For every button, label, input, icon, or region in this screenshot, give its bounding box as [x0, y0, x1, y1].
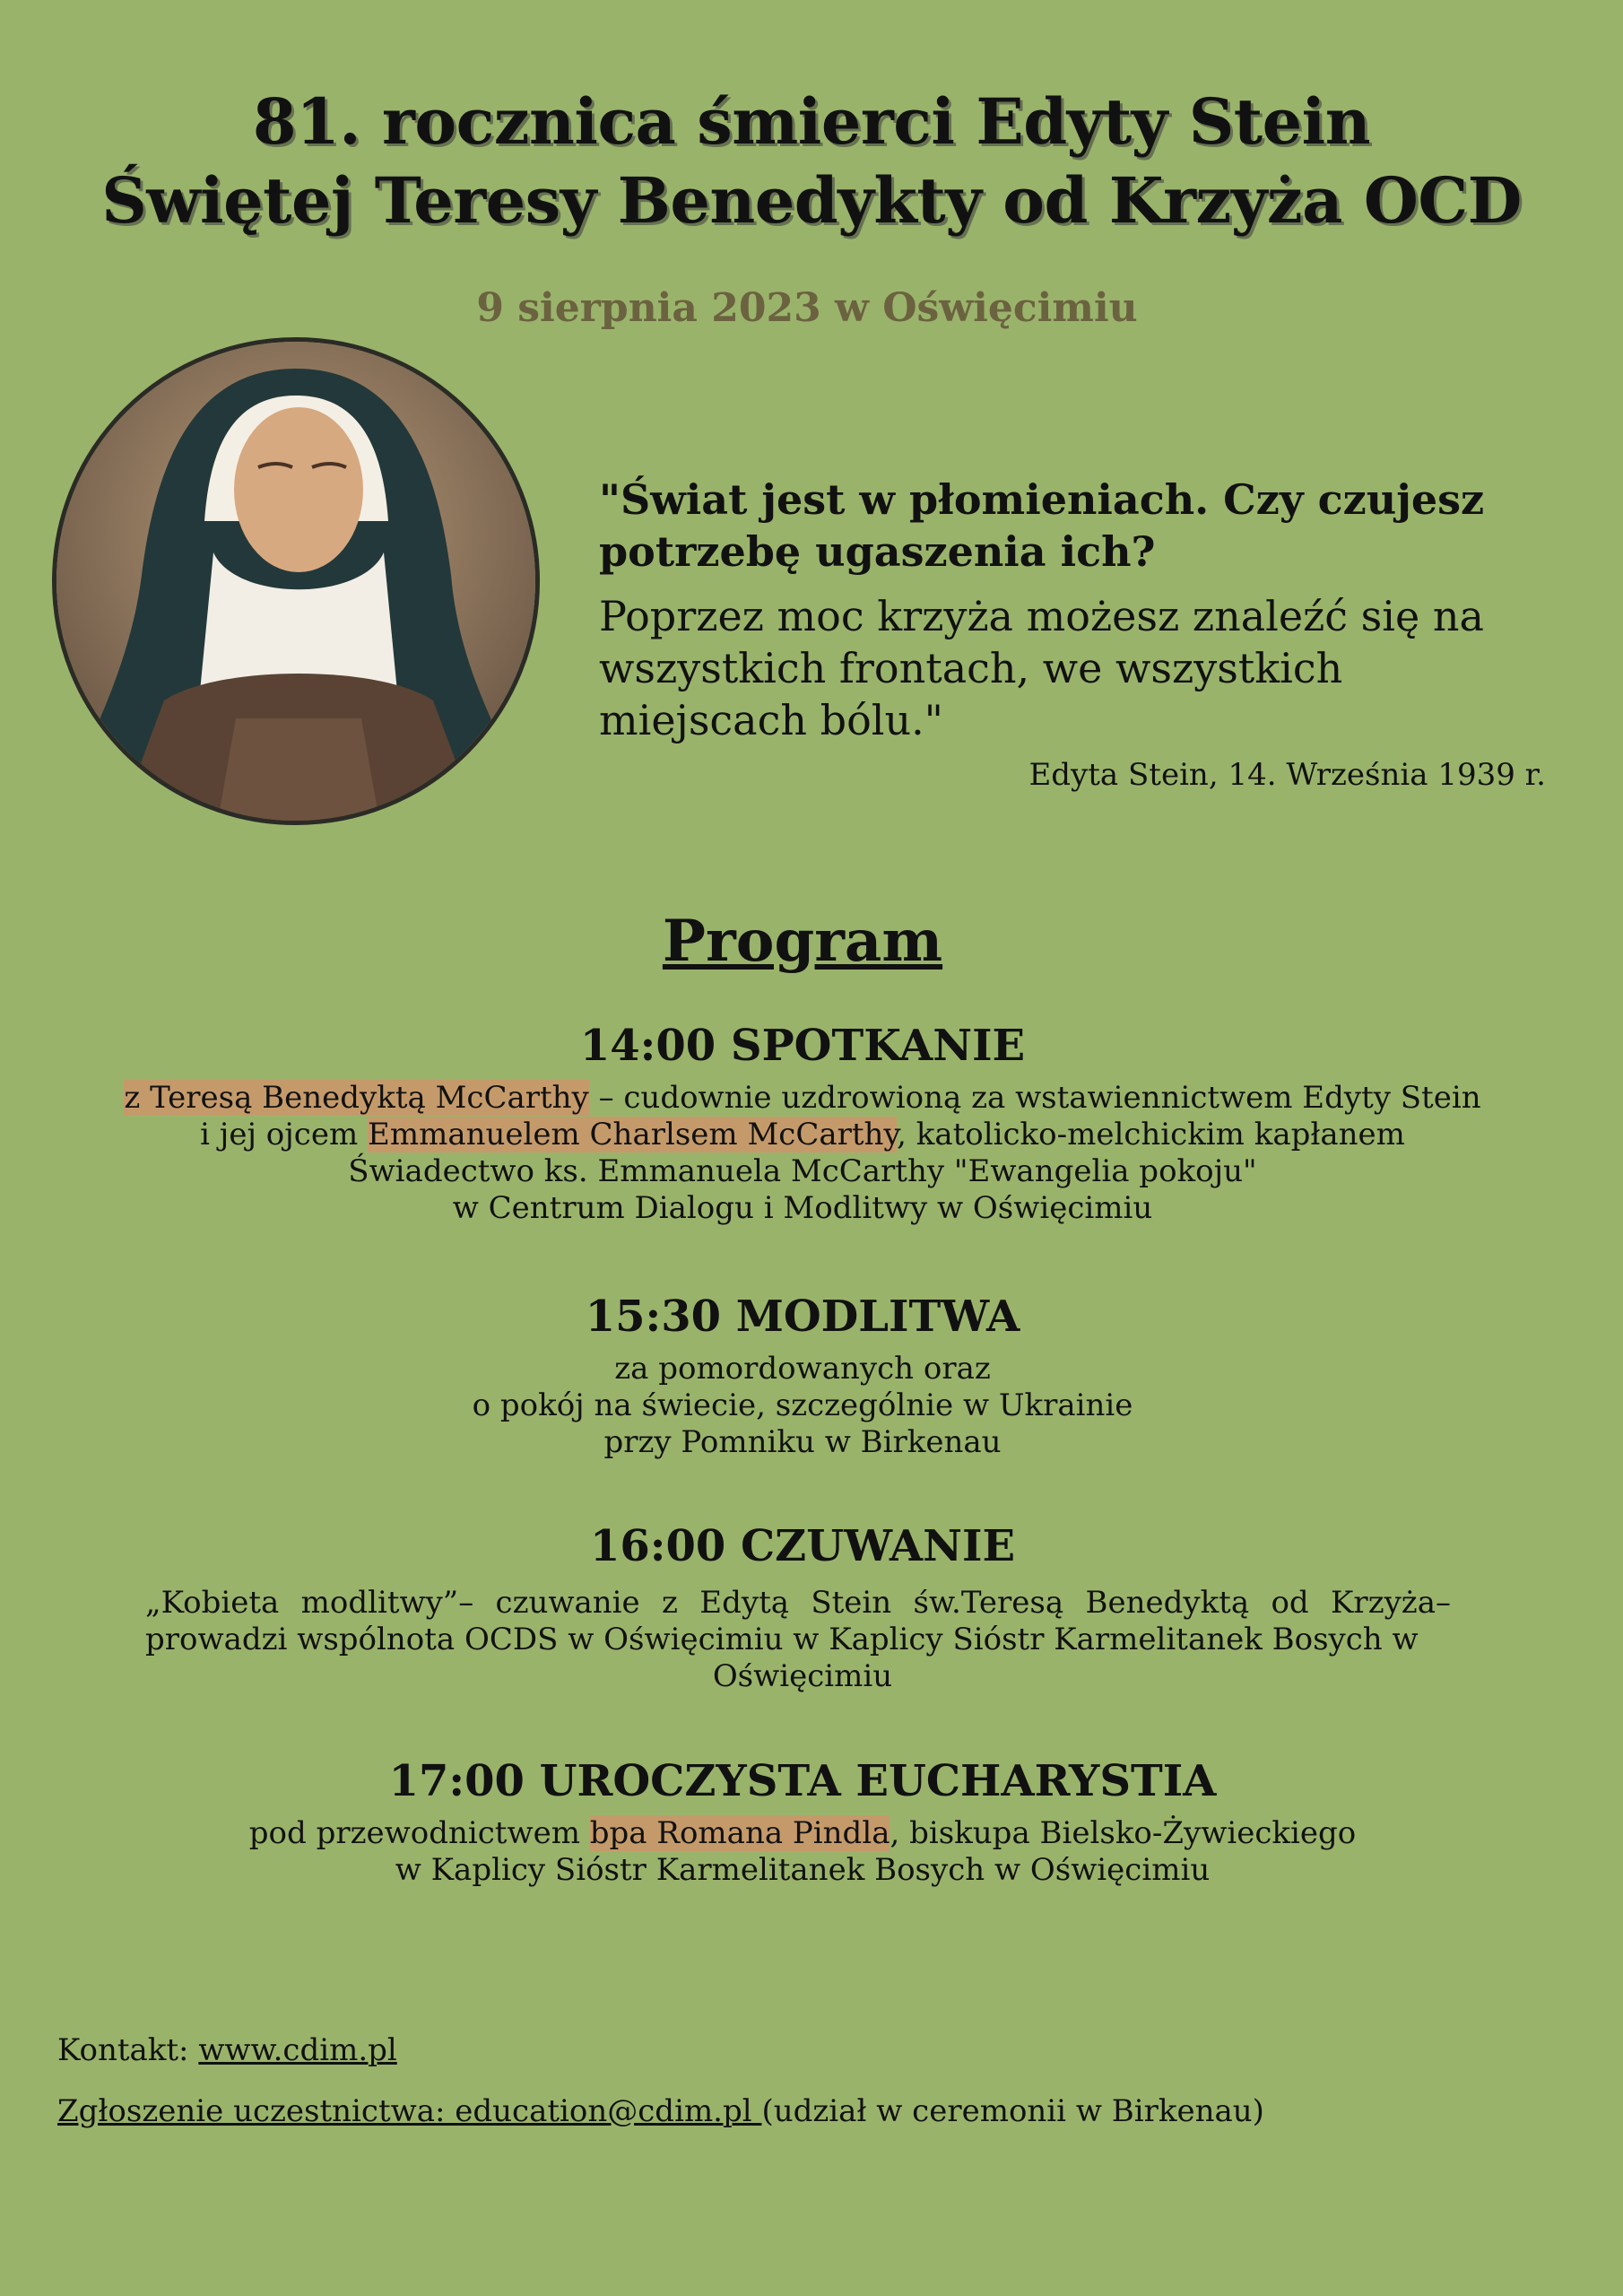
- quote-bold-1: "Świat jest w płomieniach. Czy czujesz: [599, 475, 1485, 524]
- quote-block: [599, 474, 1585, 793]
- quote-line-2: wszystkich frontach, we wszystkich: [599, 644, 1343, 692]
- line-text: i jej ojcem: [200, 1117, 369, 1152]
- section-eucharystia: [0, 1754, 1605, 1889]
- quote-bold-2: potrzebę ugaszenia ich?: [599, 527, 1156, 576]
- quote-attribution: Edyta Stein, 14. Września 1939 r.: [1028, 757, 1546, 793]
- line-text: – cudownie uzdrowioną za wstawiennictwem Edyty Stein: [588, 1080, 1481, 1116]
- section-heading: 15:30 MODLITWA: [585, 1292, 1020, 1342]
- section-line: w Centrum Dialogu i Modlitwy w Oświęcimiu: [452, 1190, 1153, 1226]
- registration-email-link[interactable]: Zgłoszenie uczestnictwa: education@cdim.pl: [57, 2093, 762, 2129]
- section-line: Świadectwo ks. Emmanuela McCarthy "Ewangelia pokoju": [348, 1153, 1257, 1189]
- line-text: , biskupa Bielsko-Żywieckiego: [890, 1815, 1357, 1851]
- program-heading: Program: [662, 908, 943, 975]
- highlight-name: z Teresą Benedyktą McCarthy: [124, 1080, 589, 1116]
- title-line-2: Świętej Teresy Benedykty od Krzyża OCD: [101, 163, 1522, 238]
- highlight-name: Emmanuelem Charlsem McCarthy: [368, 1117, 898, 1152]
- section-line: [0, 1815, 1605, 1852]
- section-line: przy Pomniku w Birkenau: [603, 1424, 1002, 1460]
- section-heading: 16:00 CZUWANIE: [589, 1521, 1016, 1571]
- title-line-1: 81. rocznica śmierci Edyty Stein: [252, 84, 1371, 159]
- section-heading: 17:00 UROCZYSTA EUCHARYSTIA: [388, 1756, 1217, 1806]
- section-line: o pokój na świecie, szczególnie w Ukrainie: [472, 1387, 1133, 1423]
- contact-label: Kontakt:: [57, 2032, 199, 2068]
- quote-line-3: miejscach bólu.": [599, 696, 943, 744]
- section-heading: 14:00 SPOTKANIE: [579, 1021, 1026, 1071]
- line-text: , katolicko-melchickim kapłanem: [897, 1117, 1405, 1152]
- event-date: 9 sierpnia 2023 w Oświęcimiu: [476, 285, 1138, 331]
- registration-line: [57, 2093, 1264, 2129]
- section-line: w Kaplicy Sióstr Karmelitanek Bosych w Oświęcimiu: [395, 1852, 1211, 1888]
- section-modlitwa: [0, 1290, 1605, 1461]
- quote-line-1: Poprzez moc krzyża możesz znaleźć się na: [599, 592, 1484, 640]
- czuwanie-last-line: Oświęcimiu: [712, 1658, 893, 1694]
- website-link[interactable]: www.cdim.pl: [198, 2032, 397, 2068]
- contact-line: [57, 2032, 397, 2068]
- section-czuwanie: [0, 1519, 1605, 1573]
- line-text: pod przewodnictwem: [248, 1815, 590, 1851]
- section-line: [0, 1080, 1605, 1117]
- section-line: [0, 1117, 1605, 1153]
- page-title: [0, 83, 1623, 240]
- registration-note: (udział w ceremonii w Birkenau): [761, 2093, 1264, 2129]
- section-line: za pomordowanych oraz: [614, 1351, 991, 1387]
- nun-portrait-illustration: [56, 342, 535, 821]
- czuwanie-description: „Kobieta modlitwy”– czuwanie z Edytą Stein św.Teresą Benedyktą od Krzyża– prowadzi wspólnota OCDS w Oświęcimiu w Kaplicy Sióstr Karmelitanek Bosych w: [145, 1585, 1451, 1657]
- highlight-name: bpa Romana Pindla: [589, 1815, 890, 1851]
- portrait-image: [52, 337, 540, 825]
- section-spotkanie: [0, 1019, 1605, 1227]
